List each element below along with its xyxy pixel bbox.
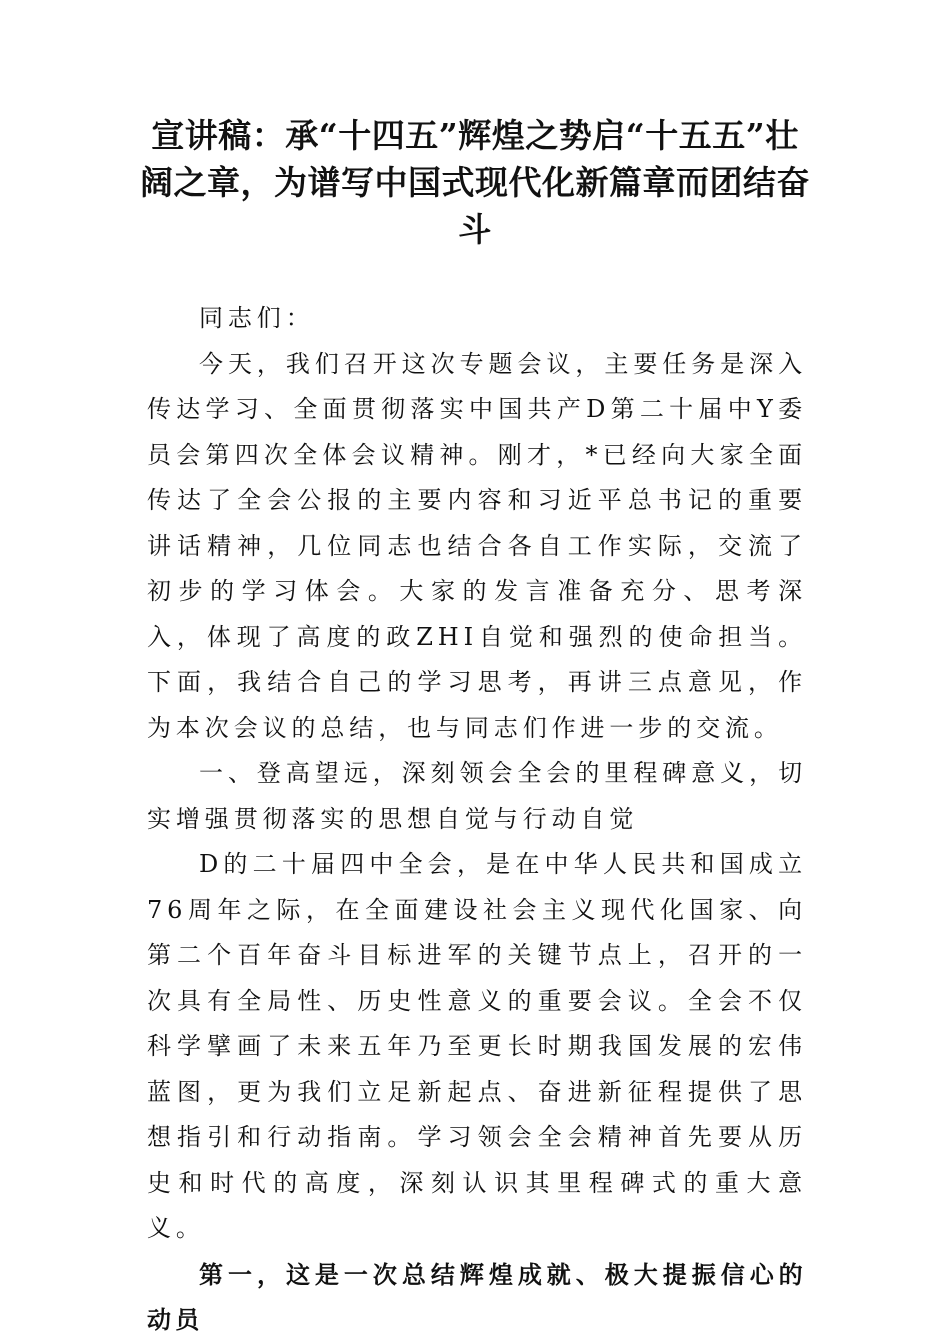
bold-subheading: 第一，这是一次总结辉煌成就、极大提振信心的动员 xyxy=(147,1259,807,1334)
document-title: 宣讲稿：承“十四五”辉煌之势启“十五五”壮阔之章，为谱写中国式现代化新篇章而团结奋斗 xyxy=(140,116,810,249)
intro-paragraph: 今天，我们召开这次专题会议，主要任务是深入传达学习、全面贯彻落实中国共产D第二十届中Y委员会第四次全体会议精神。刚才，*已经向大家全面传达了全会公报的主要内容和习近平总书记的重要讲话精神，几位同志也结合各自工作实际，交流了初步的学习体会。大家的发言准备充分、思考深入，体现了高度的政ZHI自觉和强烈的使命担当。下面，我结合自己的学习思考，再讲三点意见，作为本次会议的总结，也与同志们作进一步的交流。 xyxy=(147,349,807,742)
salutation: 同志们： xyxy=(199,304,315,332)
document-body xyxy=(147,296,807,1343)
body-paragraph: D的二十届四中全会，是在中华人民共和国成立76周年之际，在全面建设社会主义现代化国家、向第二个百年奋斗目标进军的关键节点上，召开的一次具有全局性、历史性意义的重要会议。全会不仅科学擘画了未来五年乃至更长时期我国发展的宏伟蓝图，更为我们立足新起点、奋进新征程提供了思想指引和行动指南。学习领会全会精神首先要从历史和时代的高度，深刻认识其里程碑式的重大意义。 xyxy=(147,850,807,1242)
section-heading: 一、登高望远，深刻领会全会的里程碑意义，切实增强贯彻落实的思想自觉与行动自觉 xyxy=(147,759,807,833)
